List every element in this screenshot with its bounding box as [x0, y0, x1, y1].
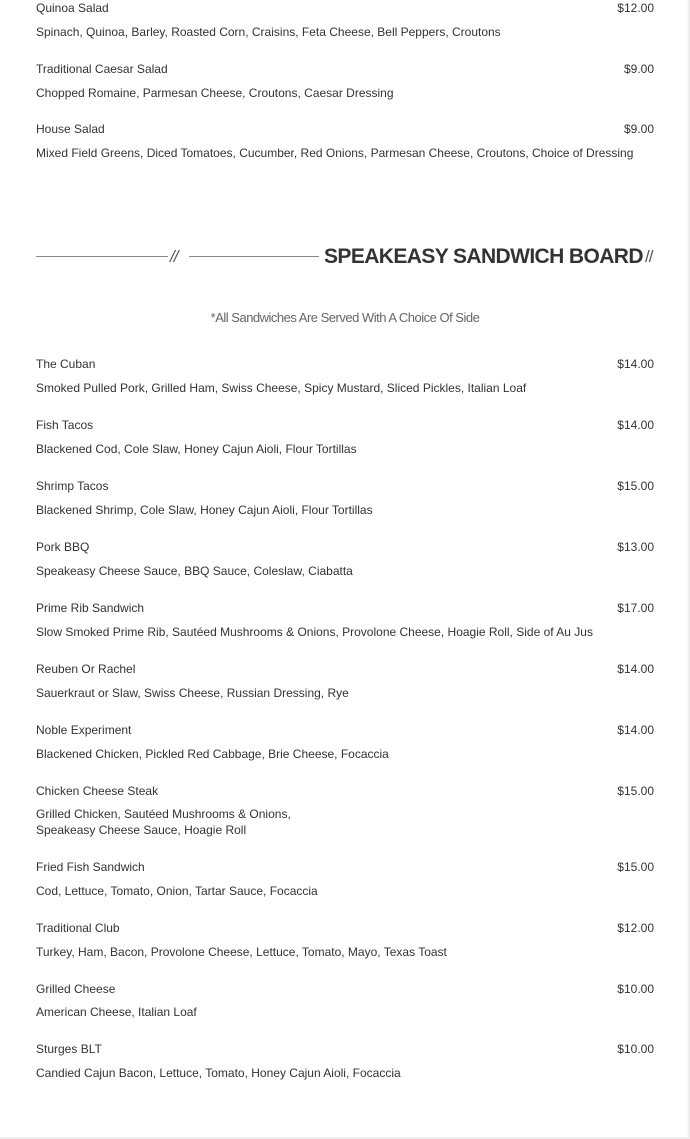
item-description: American Cheese, Italian Loaf [36, 1005, 197, 1019]
menu-item-traditional-club [36, 920, 654, 960]
header-rule-right [189, 256, 319, 257]
item-price: $12.00 [617, 921, 654, 935]
menu-item-fried-fish-sandwich [36, 859, 654, 899]
menu-item-chicken-cheese-steak [36, 783, 654, 838]
menu-item-pork-bbq [36, 539, 654, 579]
item-name: The Cuban [36, 357, 96, 371]
header-slash-mark: // [170, 247, 178, 266]
menu-item-shrimp-tacos [36, 478, 654, 518]
section-header-sandwiches [36, 243, 662, 271]
item-price: $15.00 [617, 479, 654, 493]
item-description: Candied Cajun Bacon, Lettuce, Tomato, Honey Cajun Aioli, Focaccia [36, 1066, 401, 1080]
item-name: Shrimp Tacos [36, 479, 109, 493]
item-price: $10.00 [617, 982, 654, 996]
item-price: $9.00 [623, 122, 654, 136]
item-price: $14.00 [617, 418, 654, 432]
header-slash-mark-end: // [645, 247, 653, 266]
item-name: Quinoa Salad [36, 1, 109, 15]
item-name: Traditional Club [36, 921, 120, 935]
item-name: Prime Rib Sandwich [36, 601, 145, 615]
item-price: $14.00 [617, 357, 654, 371]
menu-item-house-salad [36, 121, 654, 161]
item-description: Sauerkraut or Slaw, Swiss Cheese, Russian Dressing, Rye [36, 686, 349, 700]
item-price: $14.00 [617, 662, 654, 676]
item-description: Slow Smoked Prime Rib, Sautéed Mushrooms & Onions, Provolone Cheese, Hoagie Roll, Side of Au Jus [36, 625, 593, 639]
menu-item-traditional-caesar-salad [36, 61, 654, 101]
menu-item-noble-experiment [36, 722, 654, 762]
item-price: $12.00 [617, 1, 654, 15]
item-description: Chopped Romaine, Parmesan Cheese, Croutons, Caesar Dressing [36, 86, 394, 100]
item-description: Smoked Pulled Pork, Grilled Ham, Swiss Cheese, Spicy Mustard, Sliced Pickles, Italian Loaf [36, 381, 527, 395]
item-price: $17.00 [617, 601, 654, 615]
menu-item-quinoa-salad [36, 0, 654, 40]
menu-item-reuben-or-rachel [36, 661, 654, 701]
item-description: Speakeasy Cheese Sauce, BBQ Sauce, Coleslaw, Ciabatta [36, 564, 353, 578]
item-price: $10.00 [617, 1042, 654, 1056]
menu-item-sturges-blt [36, 1041, 654, 1081]
item-price: $15.00 [617, 860, 654, 874]
menu-item-grilled-cheese [36, 981, 654, 1020]
item-description-line: Grilled Chicken, Sautéed Mushrooms & Onions, [36, 807, 291, 821]
item-name: Fried Fish Sandwich [36, 860, 145, 874]
item-description: Blackened Chicken, Pickled Red Cabbage, Brie Cheese, Focaccia [36, 747, 389, 761]
item-name: Chicken Cheese Steak [36, 784, 159, 798]
menu-item-prime-rib-sandwich [36, 600, 654, 640]
section-title: SPEAKEASY SANDWICH BOARD [324, 245, 643, 268]
item-name: Noble Experiment [36, 723, 132, 737]
item-name: Reuben Or Rachel [36, 662, 136, 676]
item-description: Blackened Shrimp, Cole Slaw, Honey Cajun Aioli, Flour Tortillas [36, 503, 373, 517]
item-description: Blackened Cod, Cole Slaw, Honey Cajun Aioli, Flour Tortillas [36, 442, 357, 456]
item-price: $13.00 [617, 540, 654, 554]
item-description: Cod, Lettuce, Tomato, Onion, Tartar Sauce, Focaccia [36, 884, 318, 898]
menu-item-the-cuban [36, 356, 654, 396]
item-name: Grilled Cheese [36, 982, 116, 996]
menu-item-fish-tacos [36, 417, 654, 457]
item-description: Mixed Field Greens, Diced Tomatoes, Cucumber, Red Onions, Parmesan Cheese, Croutons, Choice of Dressing [36, 146, 634, 160]
item-name: House Salad [36, 122, 105, 136]
item-name: Fish Tacos [36, 418, 94, 432]
section-note: *All Sandwiches Are Served With A Choice Of Side [210, 310, 480, 325]
item-description-line: Speakeasy Cheese Sauce, Hoagie Roll [36, 823, 247, 837]
item-description [36, 806, 654, 838]
item-description: Spinach, Quinoa, Barley, Roasted Corn, Craisins, Feta Cheese, Bell Peppers, Croutons [36, 25, 501, 39]
header-rule-left [36, 256, 168, 257]
item-name: Sturges BLT [36, 1042, 102, 1056]
item-price: $9.00 [623, 62, 654, 76]
item-name: Pork BBQ [36, 540, 90, 554]
item-price: $14.00 [617, 723, 654, 737]
item-price: $15.00 [617, 784, 654, 798]
item-name: Traditional Caesar Salad [36, 62, 168, 76]
item-description: Turkey, Ham, Bacon, Provolone Cheese, Lettuce, Tomato, Mayo, Texas Toast [36, 945, 447, 959]
